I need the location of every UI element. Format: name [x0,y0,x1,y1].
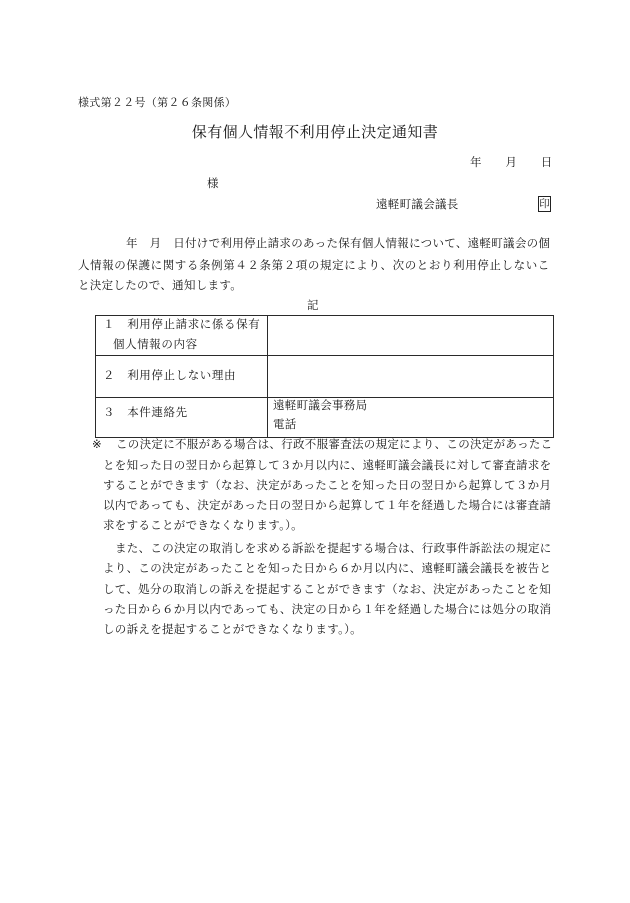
date-line: 年 月 日 [470,155,553,169]
table-label-line: 個人情報の内容 [113,337,198,351]
table-value-cell [268,316,553,355]
table-label-line: ２ 利用停止しない理由 [103,368,237,382]
table-row [96,398,553,437]
table-label-cell [96,316,268,355]
table-value-cell [268,356,553,397]
note-line: この決定に不服がある場合は、行政不服審査法の規定により、この決定があったこ [116,437,553,451]
record-heading: 記 [307,298,319,312]
note-line: とを知った日の翌日から起算して３か月以内に、遠軽町議会議長に対して審査請求を [103,458,552,472]
note-line: しの訴えを提起することができなくなります。）。 [103,622,362,636]
note-line: った日から６か月以内であっても、決定の日から１年を経過した場合には処分の取消 [103,602,552,616]
table-row [96,356,553,398]
sender-name: 遠軽町議会議長 [376,197,459,211]
body-line: 人情報の保護に関する条例第４２条第２項の規定により、次のとおり利用停止しないこ [78,258,550,272]
table-label-line: １ 利用停止請求に係る保有 [103,317,261,331]
table-label-line: ３ 本件連絡先 [103,405,188,419]
table-value-line: 電話 [273,417,297,431]
note-line: 求をすることができなくなります。）。 [103,518,303,532]
note-mark: ※ [92,437,102,451]
note-line: より、この決定があったことを知った日から６か月以内に、遠軽町議会議長を被告と [103,561,552,575]
seal-mark: 印 [539,198,550,210]
document-title: 保有個人情報不利用停止決定通知書 [191,123,439,141]
note-line: して、処分の取消しの訴えを提起することができます（なお、決定があったことを知 [103,582,552,596]
detail-table [95,315,554,438]
table-value-line: 遠軽町議会事務局 [273,398,368,412]
body-line: と決定したので、通知します。 [78,278,243,292]
form-number: 様式第２２号（第２６条関係） [78,96,237,109]
note-line: 以内であっても、決定があった日の翌日から起算して１年を経過した場合には審査請 [103,498,552,512]
table-label-cell [96,356,268,397]
addressee-suffix: 様 [207,176,219,190]
seal-box [538,196,551,212]
table-value-cell [268,398,553,437]
table-label-cell [96,398,268,437]
body-line: 年 月 日付けで利用停止請求のあった保有個人情報について、遠軽町議会の個 [126,236,551,250]
note-line: することができます（なお、決定があったことを知った日の翌日から起算して３か月 [103,478,552,492]
note-line: また、この決定の取消しを求める訴訟を提起する場合は、行政事件訴訟法の規定に [115,541,552,555]
table-row [96,316,553,356]
